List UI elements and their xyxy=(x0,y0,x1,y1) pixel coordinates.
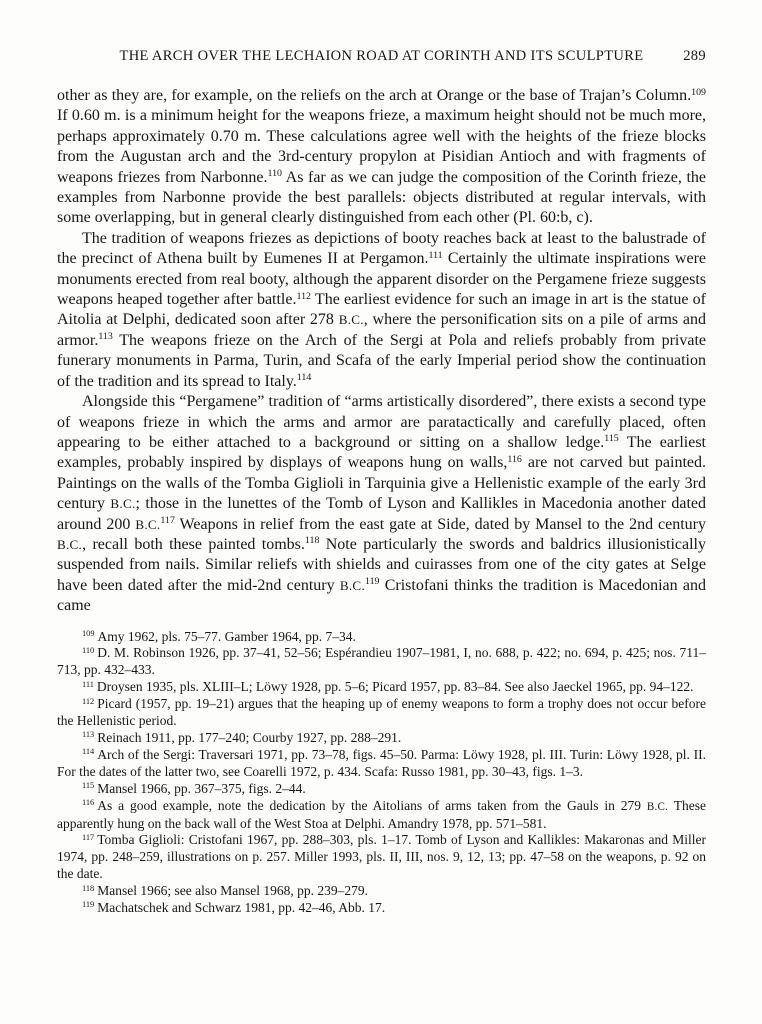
footnote: $^{119}$ Machatschek and Schwarz 1981, pp. 42–46, Abb. 17. xyxy=(82,900,386,916)
footnote-ref: 117 xyxy=(160,515,175,527)
footnote-ref: 115 xyxy=(604,433,619,445)
footnote-ref: 112 xyxy=(296,290,311,302)
footnote-number: 114 xyxy=(82,747,95,757)
footnote: $^{109}$ Amy 1962, pls. 75–77. Gamber 1964, pp. 7–34. xyxy=(82,628,356,644)
footnote-ref: 114 xyxy=(296,372,312,384)
footnote: $^{117}$ Tomba Giglioli: Cristofani 1967, pp. 288–303, pls. 1–17. Tomb of Lyson and Kallikles: Makaronas and Miller 1974, pp. 248–259, illustrations on p. 257. Miller 1993, pls. II, III, nos. 9, 12, 13; pp. 47–58 on the weapons, p. 92 on the date. xyxy=(57,832,706,882)
small-caps-text: B.C. xyxy=(135,516,161,532)
footnote-number: 111 xyxy=(82,679,94,689)
footnote-ref: 113 xyxy=(98,331,113,343)
footnote: $^{112}$ Picard (1957, pp. 19–21) argues that the heaping up of enemy weapons to form a trophy does not occur before the Hellenistic period. xyxy=(57,696,706,729)
footnote-ref: 111 xyxy=(428,249,443,261)
footnote-ref: 118 xyxy=(304,535,320,547)
footnote-number: 109 xyxy=(82,628,95,638)
footnote-ref: 116 xyxy=(507,453,522,465)
small-caps-text: B.C. xyxy=(339,577,365,593)
footnote: $^{118}$ Mansel 1966; see also Mansel 1968, pp. 239–279. xyxy=(82,883,368,899)
body-paragraph: Alongside this “Pergamene” tradition of “arms artistically disordered”, there exists a second type of weapons frieze in which the arms and armor are paratactically and carefully placed, often appearing to be either attached to a background or sitting on a shallow ledge.$^{115}$ The earliest examples, probably inspired by displays of weapons hung on walls,$^{116}$ are not carved but painted. Paintings on the walls of the Tomba Giglioli in Tarquinia give a Hellenistic example of the early 3rd century B.C.; those in the lunettes of the Tomb of Lyson and Kallikles in Macedonia another dated around 200 B.C.$^{117}$ Weapons in relief from the east gate at Side, dated by Mansel to the 2nd century B.C., recall both these painted tombs.$^{118}$ Note particularly the swords and baldrics illusionistically suspended from nails. Similar reliefs with shields and cuirasses from one of the city gates at Selge have been dated after the mid-2nd century B.C.$^{119}$ Cristofani thinks the tradition is Macedonian and came xyxy=(57,393,707,615)
page-header xyxy=(57,48,706,64)
footnote: $^{116}$ As a good example, note the dedication by the Aitolians of arms taken from the Gauls in 279 B.C. These apparently hung on the back wall of the West Stoa at Delphi. Amandry 1978, pp. 571–581. xyxy=(57,797,706,831)
footnote-number: 115 xyxy=(82,781,95,791)
footnote: $^{115}$ Mansel 1966, pp. 367–375, figs. 2–44. xyxy=(82,780,306,796)
body-text xyxy=(57,86,706,617)
footnote-number: 119 xyxy=(82,900,95,910)
footnote-number: 117 xyxy=(82,832,95,842)
small-caps-text: B.C. xyxy=(338,312,364,328)
footnote: $^{110}$ D. M. Robinson 1926, pp. 37–41, 52–56; Espérandieu 1907–1981, I, no. 688, p. 422; no. 694, p. 425; nos. 711–713, pp. 432–433. xyxy=(57,645,706,678)
small-caps-text: B.C. xyxy=(57,536,83,552)
footnote: $^{113}$ Reinach 1911, pp. 177–240; Courby 1927, pp. 288–291. xyxy=(82,730,402,745)
footnote-number: 116 xyxy=(82,798,95,808)
footnote-ref: 110 xyxy=(267,168,282,180)
footnote-number: 118 xyxy=(82,883,95,893)
page-number: 289 xyxy=(683,48,706,64)
footnote-ref: 119 xyxy=(364,576,380,588)
running-head-title: THE ARCH OVER THE LECHAION ROAD AT CORINTH AND ITS SCULPTURE xyxy=(119,48,644,64)
footnote-ref: 109 xyxy=(691,86,706,98)
footnote: $^{114}$ Arch of the Sergi: Traversari 1971, pp. 73–78, figs. 45–50. Parma: Löwy 1928, pl. III. Turin: Löwy 1928, pl. II. For the dates of the latter two, see Coarelli 1972, p. 434. Scafa: Russo 1981, pp. 30–43, figs. 1–3. xyxy=(57,746,706,779)
small-caps-text: B.C. xyxy=(646,800,669,813)
footnote: $^{111}$ Droysen 1935, pls. XLIII–L; Löwy 1928, pp. 5–6; Picard 1957, pp. 83–84. See also Jaeckel 1965, pp. 94–122. xyxy=(82,679,694,695)
footnote-number: 112 xyxy=(82,696,95,706)
body-paragraph: The tradition of weapons friezes as depictions of booty reaches back at least to the balustrade of the precinct of Athena built by Eumenes II at Pergamon.$^{111}$ Certainly the ultimate inspirations were monuments erected from real booty, although the apparent disorder on the Pergamene frieze suggests weapons heaped together after battle.$^{112}$ The earliest evidence for such an image in art is the statue of Aitolia at Delphi, dedicated soon after 278 B.C., where the personification sits on a pile of arms and armor.$^{113}$ The weapons frieze on the Arch of the Sergi at Pola and reliefs probably from private funerary monuments in Parma, Turin, and Scafa of the early Imperial period show the continuation of the tradition and its spread to Italy.$^{114}$ xyxy=(57,229,707,390)
footnotes xyxy=(57,629,706,917)
small-caps-text: B.C. xyxy=(110,496,136,512)
footnote-number: 113 xyxy=(82,730,95,740)
body-paragraph: other as they are, for example, on the reliefs on the arch at Orange or the base of Trajan’s Column.$^{109}$ If 0.60 m. is a minimum height for the weapons frieze, a maximum height should not be much more, perhaps approximately 0.70 m. These calculations agree well with the heights of the frieze blocks from the Augustan arch and the 3rd-century propylon at Pisidian Antioch and with fragments of weapons friezes from Narbonne.$^{110}$ As far as we can judge the composition of the Corinth frieze, the examples from Narbonne provide the best parallels: objects distributed at regular intervals, with some overlapping, but in general clearly distinguished from each other (Pl. 60:b, c). xyxy=(57,86,706,227)
footnote-number: 110 xyxy=(82,645,95,655)
